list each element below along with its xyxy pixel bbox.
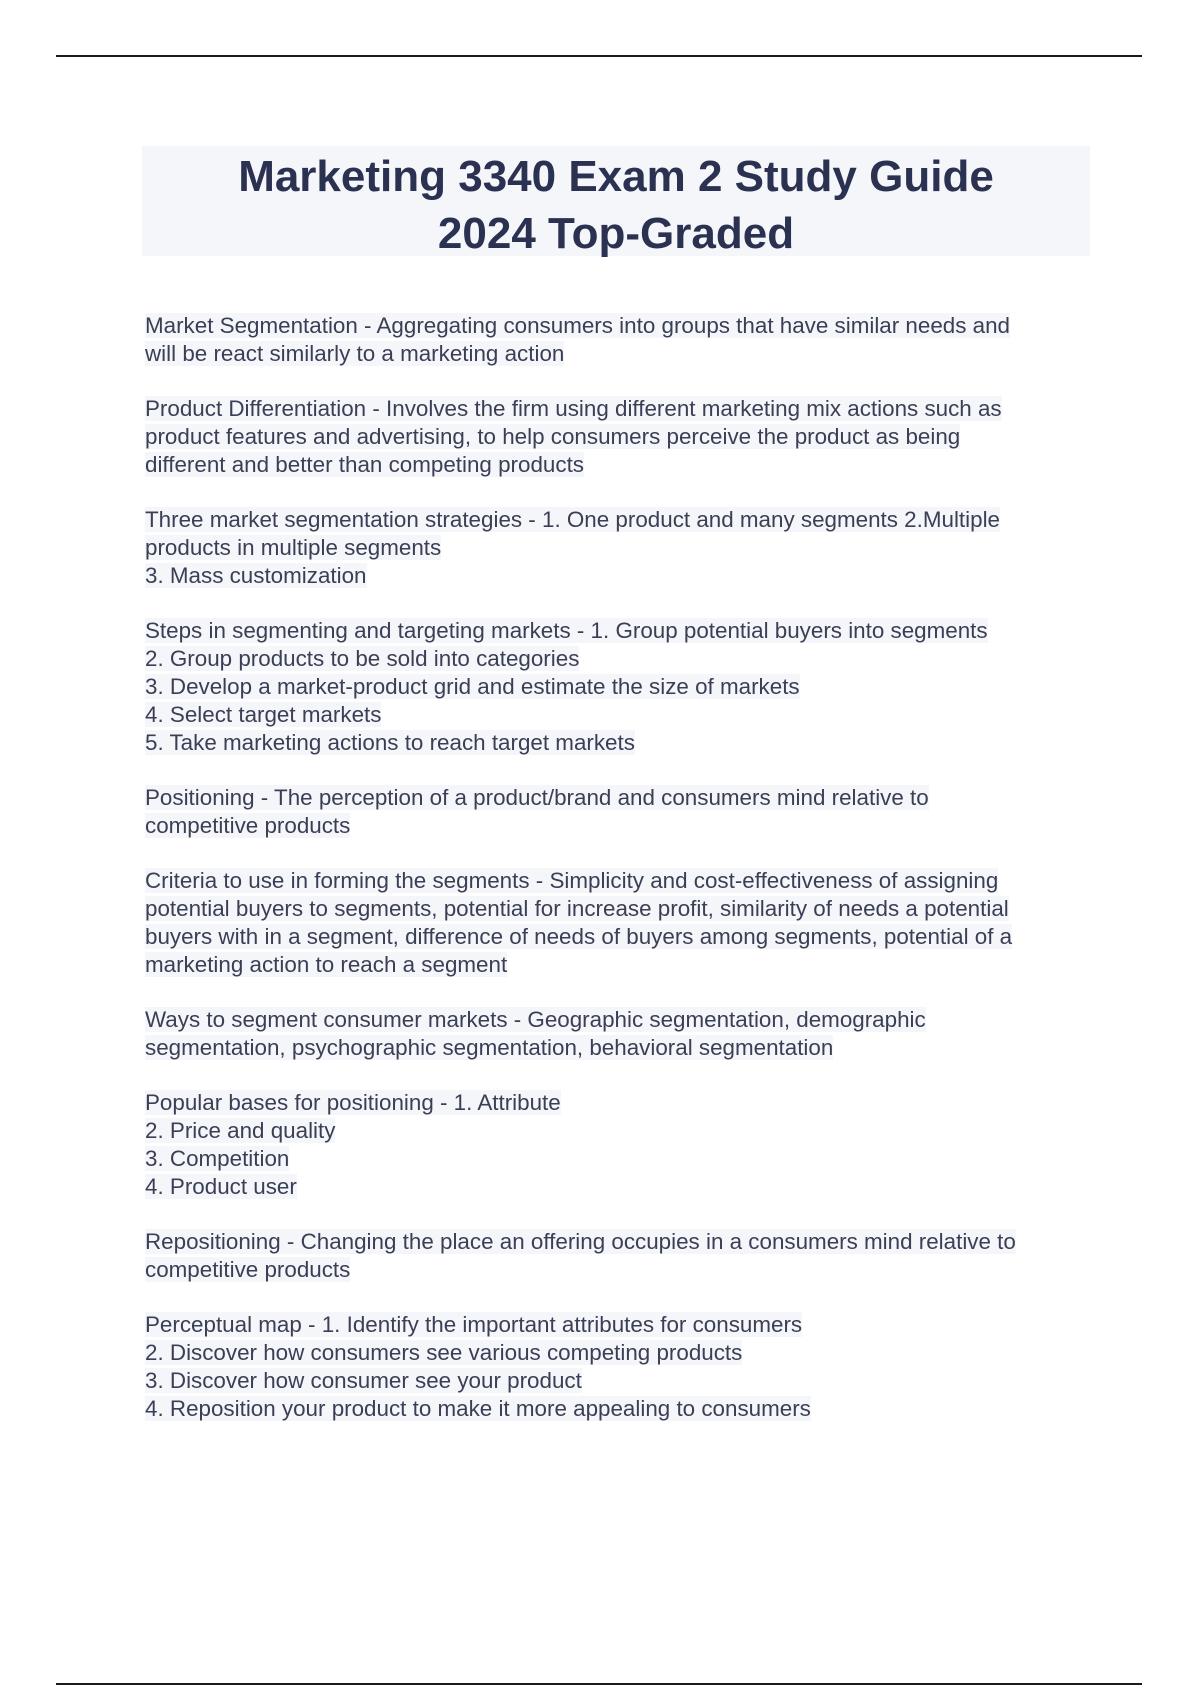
entry-segmentation-strategies (145, 506, 1105, 590)
entry-line: 4. Product user (145, 1174, 297, 1199)
entry-line: products in multiple segments (145, 535, 442, 560)
entry-line: 4. Select target markets (145, 702, 382, 727)
entry-segmenting-steps (145, 617, 1105, 757)
entry-line: segmentation, psychographic segmentation, behavioral segmentation (145, 1035, 834, 1060)
entry-line: Criteria to use in forming the segments - Simplicity and cost-effectiveness of assigning (145, 868, 999, 893)
flashcard-list (145, 312, 1105, 1450)
entry-market-segmentation (145, 312, 1105, 368)
entry-line: Product Differentiation - Involves the firm using different marketing mix actions such as (145, 396, 1002, 421)
title-line-2: 2024 Top-Graded (437, 209, 795, 258)
bottom-divider (56, 1683, 1142, 1685)
entry-line: different and better than competing products (145, 452, 584, 477)
entry-line: 3. Develop a market-product grid and estimate the size of markets (145, 674, 800, 699)
entry-line: marketing action to reach a segment (145, 952, 508, 977)
entry-segment-criteria (145, 867, 1105, 979)
entry-positioning (145, 784, 1105, 840)
entry-line: Perceptual map - 1. Identify the important attributes for consumers (145, 1312, 803, 1337)
entry-repositioning (145, 1228, 1105, 1284)
entry-line: 4. Reposition your product to make it more appealing to consumers (145, 1396, 811, 1421)
entry-segment-ways (145, 1006, 1105, 1062)
entry-line: 3. Competition (145, 1146, 290, 1171)
entry-line: 5. Take marketing actions to reach target markets (145, 730, 635, 755)
entry-line: will be react similarly to a marketing action (145, 341, 565, 366)
entry-line: Ways to segment consumer markets - Geographic segmentation, demographic (145, 1007, 926, 1032)
document-title (142, 146, 1090, 256)
entry-line: Steps in segmenting and targeting markets - 1. Group potential buyers into segments (145, 618, 988, 643)
entry-line: competitive products (145, 813, 351, 838)
entry-positioning-bases (145, 1089, 1105, 1201)
entry-line: 3. Mass customization (145, 563, 367, 588)
entry-product-differentiation (145, 395, 1105, 479)
entry-line: Repositioning - Changing the place an offering occupies in a consumers mind relative to (145, 1229, 1016, 1254)
entry-line: Positioning - The perception of a product/brand and consumers mind relative to (145, 785, 929, 810)
entry-line: 2. Discover how consumers see various competing products (145, 1340, 743, 1365)
entry-line: 2. Price and quality (145, 1118, 336, 1143)
entry-line: product features and advertising, to help consumers perceive the product as being (145, 424, 961, 449)
entry-line: buyers with in a segment, difference of needs of buyers among segments, potential of a (145, 924, 1013, 949)
entry-line: 3. Discover how consumer see your product (145, 1368, 582, 1393)
entry-line: Market Segmentation - Aggregating consumers into groups that have similar needs and (145, 313, 1011, 338)
title-line-1: Marketing 3340 Exam 2 Study Guide (238, 152, 994, 201)
top-divider (56, 55, 1142, 57)
entry-line: potential buyers to segments, potential for increase profit, similarity of needs a potential (145, 896, 1009, 921)
entry-line: competitive products (145, 1257, 351, 1282)
entry-perceptual-map (145, 1311, 1105, 1423)
entry-line: 2. Group products to be sold into categories (145, 646, 580, 671)
entry-line: Three market segmentation strategies - 1. One product and many segments 2.Multiple (145, 507, 1000, 532)
entry-line: Popular bases for positioning - 1. Attribute (145, 1090, 561, 1115)
